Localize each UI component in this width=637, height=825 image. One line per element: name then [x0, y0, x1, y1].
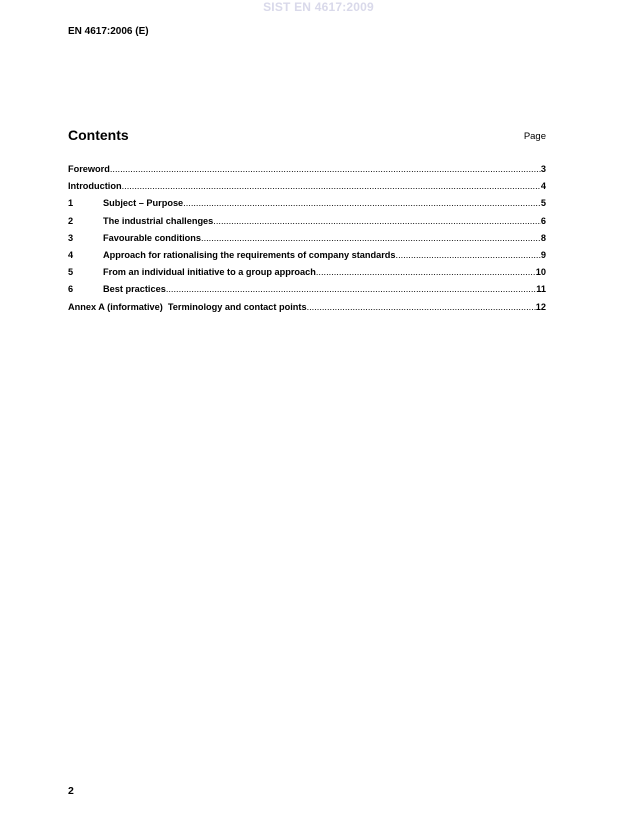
toc-entry-page: 4 — [540, 181, 546, 192]
toc-entry-title: Best practices — [103, 284, 166, 295]
toc-entry-number: 6 — [68, 284, 74, 295]
toc-leader-dots — [166, 284, 536, 294]
toc-entry-group-approach[interactable] — [68, 267, 546, 284]
toc-entry-title: Introduction — [68, 181, 122, 192]
toc-entry-annex-a[interactable] — [68, 302, 546, 319]
toc-leader-dots — [183, 198, 541, 208]
contents-heading: Contents — [68, 127, 129, 143]
toc-entry-page: 8 — [540, 232, 546, 243]
toc-leader-dots — [110, 164, 541, 174]
toc-entry-introduction[interactable] — [68, 181, 546, 198]
watermark: SIST EN 4617:2009 — [263, 0, 374, 14]
toc-leader-dots — [307, 302, 536, 312]
toc-entry-number: 2 — [68, 215, 74, 226]
toc-entry-title: Foreword — [68, 164, 110, 174]
toc-entry-title: The industrial challenges — [103, 215, 214, 226]
toc-entry-number: 3 — [68, 232, 74, 243]
toc-entry-best-practices[interactable] — [68, 284, 546, 301]
toc-entry-title: Annex A (informative) Terminology and contact points — [68, 301, 307, 312]
toc-entry-favourable-conditions[interactable] — [68, 233, 546, 250]
toc-entry-approach[interactable] — [68, 250, 546, 267]
toc-entry-title: From an individual initiative to a group approach — [103, 267, 316, 278]
table-of-contents — [68, 164, 546, 319]
toc-leader-dots — [316, 267, 536, 277]
toc-entry-title: Approach for rationalising the requirements of company standards — [103, 249, 396, 260]
toc-entry-page: 12 — [535, 301, 546, 312]
toc-entry-page: 5 — [540, 198, 546, 209]
toc-entry-number: 5 — [68, 267, 74, 278]
toc-leader-dots — [396, 250, 541, 260]
toc-entry-number: 1 — [68, 198, 74, 209]
document-id: EN 4617:2006 (E) — [68, 26, 149, 37]
page-number: 2 — [68, 785, 74, 797]
toc-entry-subject-purpose[interactable] — [68, 198, 546, 215]
toc-entry-page: 11 — [536, 284, 546, 295]
toc-entry-foreword[interactable] — [68, 164, 546, 181]
toc-leader-dots — [201, 233, 541, 243]
page-column-label: Page — [523, 131, 546, 142]
toc-entry-industrial-challenges[interactable] — [68, 216, 546, 233]
toc-entry-page: 6 — [540, 215, 546, 226]
toc-entry-page: 3 — [540, 164, 546, 174]
toc-leader-dots — [213, 216, 541, 226]
toc-entry-page: 10 — [535, 267, 546, 278]
toc-leader-dots — [122, 181, 541, 191]
toc-entry-title: Subject – Purpose — [103, 198, 184, 209]
toc-entry-title: Favourable conditions — [103, 232, 202, 243]
toc-entry-number: 4 — [68, 249, 74, 260]
toc-entry-page: 9 — [540, 249, 546, 260]
